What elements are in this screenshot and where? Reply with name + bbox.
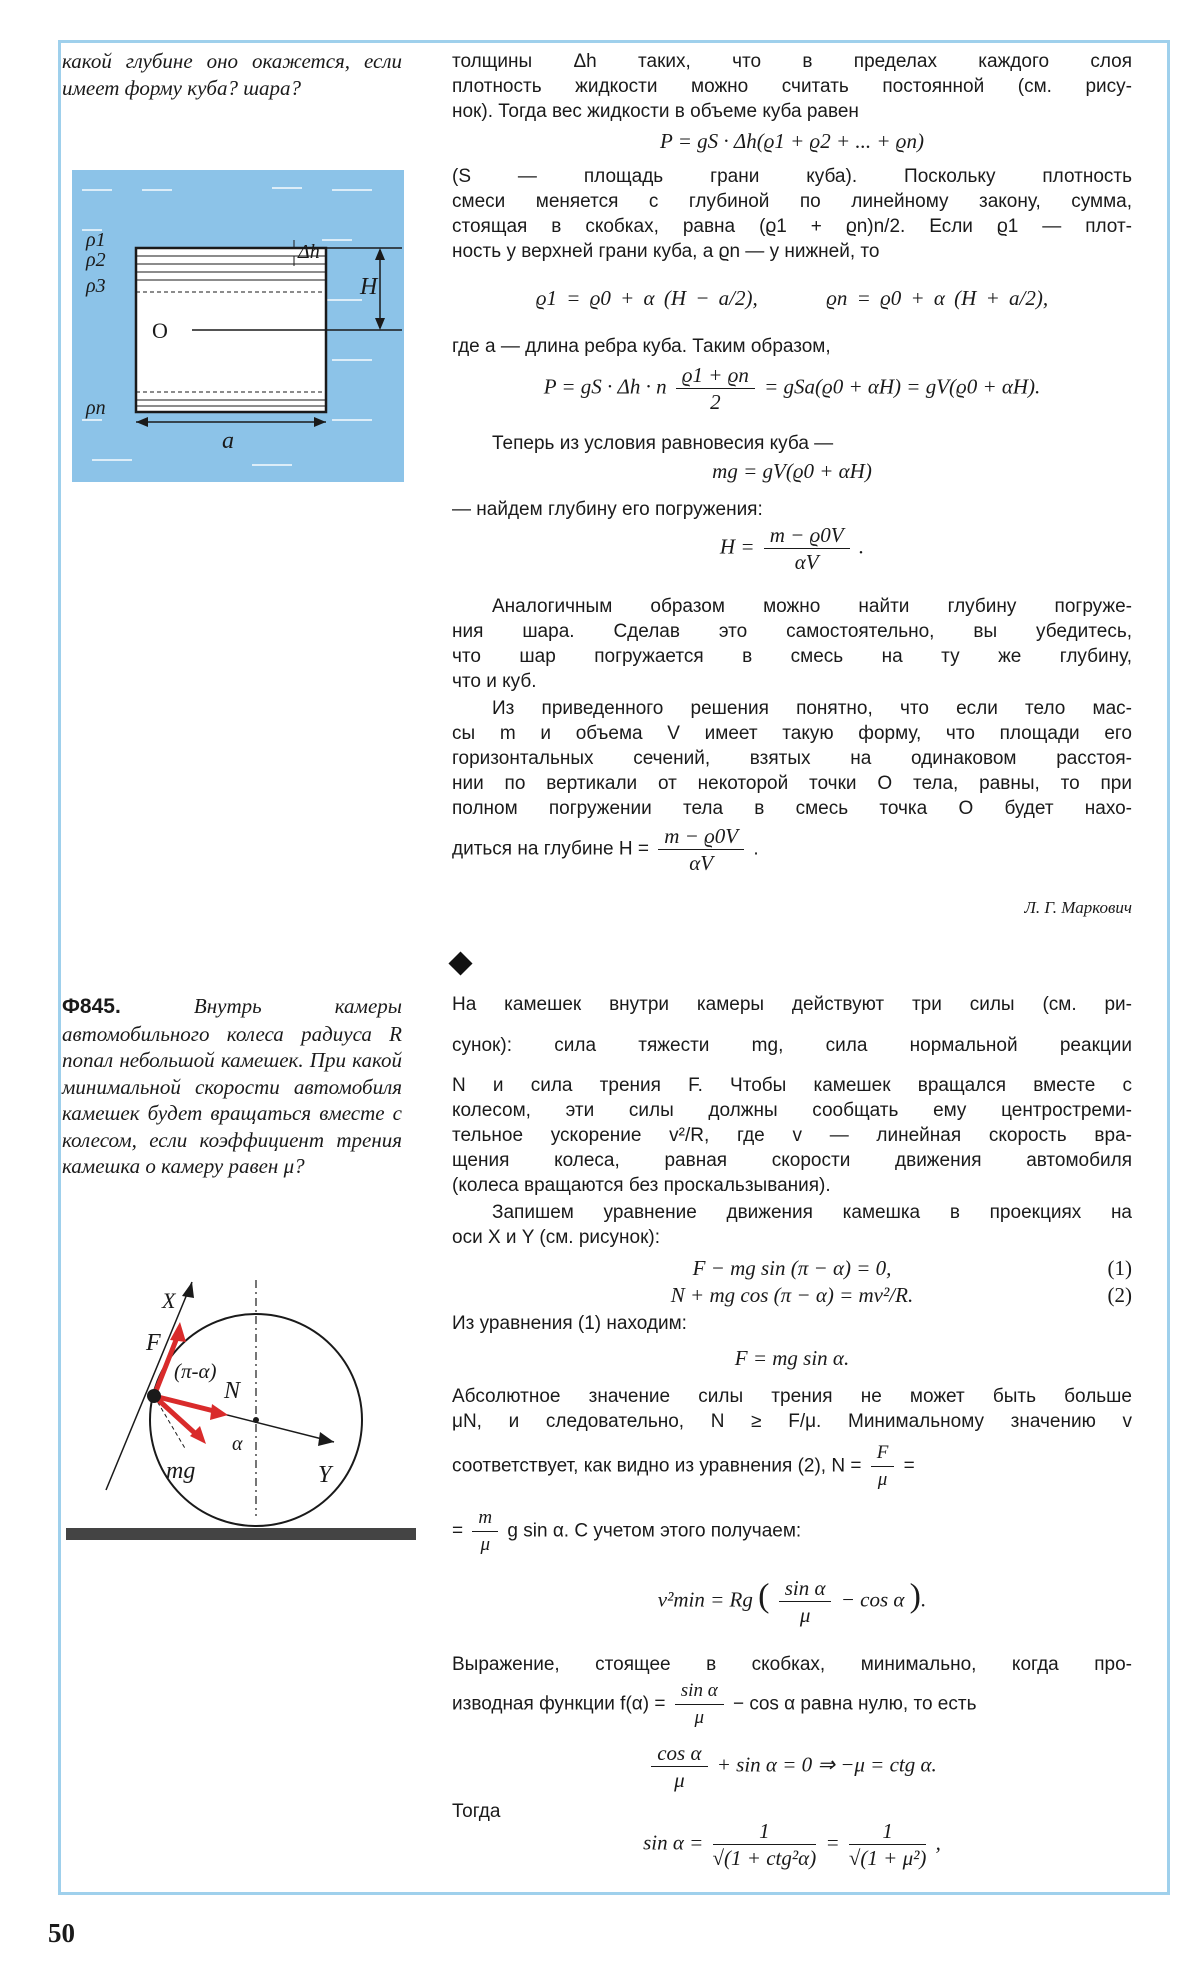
text-line-with-fraction: диться на глубине H = $\frac{m - ϱ0V}{\alpha V}$ . [452, 824, 759, 875]
previous-question-tail: какой глубине оно окажется, если имеет форму куба? шара? [62, 49, 402, 100]
equation-densities [452, 285, 1132, 311]
eq-rho1: ϱ1 = ϱ0 + α (H − a/2), [535, 286, 758, 310]
equation-weight: P = gS · Δh(ϱ1 + ϱ2 + ... + ϱn) [660, 129, 924, 153]
question-text: Внутрь камеры автомобильного колеса радиуса R попал небольшой камешек. При какой минимальной скорости автомобиля камешек будет вращаться вместе с колесом, если коэффициент трения камешка о камеру равен μ? [62, 994, 402, 1178]
eq-part: + sin α = 0 ⇒ −μ = ctg α. [716, 1752, 937, 1777]
eq-part: N + mg cos (π − α) = mv²/R. [670, 1283, 914, 1307]
frac-num: m [472, 1505, 498, 1532]
axis-Y: Y [318, 1462, 332, 1488]
force-F: F [146, 1330, 161, 1356]
text-line-with-fraction [452, 1678, 1132, 1731]
cube-figure [72, 170, 404, 482]
frac-num: ϱ1 + ϱn [676, 362, 755, 389]
eq-part: H = [719, 534, 755, 559]
frac-num: m − ϱ0V [764, 522, 850, 549]
axis-X: X [162, 1288, 176, 1313]
frac-num: 1 [713, 1818, 817, 1845]
text-line: щения колеса, равная скорости движения автомобиля [452, 1150, 1132, 1171]
text-line: ния шара. Сделав это самостоятельно, вы убедитесь, [452, 621, 1132, 642]
text-line: оси X и Y (см. рисунок): [452, 1227, 661, 1248]
frac-den: μ [799, 1603, 811, 1627]
equation-H: H = $\frac{m - ϱ0V}{\alpha V}$ . [719, 523, 865, 574]
text-line: толщины Δh таких, что в пределах каждого слоя [452, 51, 1132, 72]
text-line: Аналогичным образом можно найти глубину погруже- [492, 596, 1132, 617]
text-line: стоящая в скобках, равна (ϱ1 + ϱn)n/2. Если ϱ1 — плот- [452, 216, 1132, 237]
text-line: Выражение, стоящее в скобках, минимально, когда про- [452, 1654, 1132, 1675]
text-line: нок). Тогда вес жидкости в объеме куба равен [452, 101, 859, 122]
text-line: μN, и следовательно, N ≥ F/μ. Минимальному значению v [452, 1411, 1132, 1432]
frac-den: μ [480, 1534, 491, 1555]
text-line: колесом, эти силы должны сообщать ему центростреми- [452, 1100, 1132, 1121]
equation-derivative [452, 1740, 1132, 1793]
label-a: a [222, 428, 234, 454]
eq-part: соответствует, как видно из уравнения (2), N = [452, 1455, 862, 1477]
text-line: плотность жидкости можно считать постоянной (см. рису- [452, 76, 1132, 97]
text-line: сунок): сила тяжести mg, сила нормальной реакции [452, 1035, 1132, 1056]
force-N: N [224, 1378, 241, 1404]
eq-part: sin α = [643, 1830, 704, 1855]
page-number: 50 [48, 1918, 75, 1948]
text-line: полном погружении тела в смесь точка O будет нахо- [452, 798, 1132, 819]
frac-num: sin α [675, 1678, 724, 1705]
text-line: тельное ускорение v²/R, где v — линейная скорость вра- [452, 1125, 1132, 1146]
equation-2 [452, 1282, 1132, 1308]
frac-den: μ [694, 1707, 704, 1728]
eq-part: F − mg sin (π − α) = 0, [692, 1256, 892, 1280]
text-line: что и куб. [452, 671, 537, 692]
author-signature: Л. Г. Маркович [1024, 898, 1132, 917]
text-line: что шар погружается в смесь на ту же глубину, [452, 646, 1132, 667]
label-H: H [360, 274, 378, 300]
eq-part: = gSa(ϱ0 + αH) = gV(ϱ0 + αH). [764, 374, 1041, 399]
text-line: сы m и объема V имеет такую форму, что площади его [452, 723, 1132, 744]
frac-den: αV [794, 550, 819, 574]
text-line: Теперь из условия равновесия куба — [492, 433, 834, 454]
frac-den: √(1 + ctg²α) [712, 1846, 817, 1870]
equation-vmin: v²min = Rg ( $\frac{\text{sin α}}{\mu}$ − cos α ). [657, 1576, 927, 1627]
label-dh: Δh [298, 241, 320, 263]
text-line: Запишем уравнение движения камешка в проекциях на [492, 1202, 1132, 1223]
text-line: где a — длина ребра куба. Таким образом, [452, 336, 831, 357]
text-line-with-fraction: соответствует, как видно из уравнения (2), N = $\frac{F}{\mu}$ = [452, 1440, 1132, 1493]
eq-part: g sin α. С учетом этого получаем: [507, 1520, 802, 1542]
text-line: На камешек внутри камеры действуют три силы (см. ри- [452, 994, 1132, 1015]
frac-num: cos α [651, 1740, 707, 1767]
text-line-with-fraction: = $\frac{m}{\mu}$ g sin α. С учетом этого получаем: [452, 1505, 1132, 1558]
ground [66, 1528, 416, 1540]
text-line: нии по вертикали от некоторой точки O тела, равны, то при [452, 773, 1132, 794]
text-line: (S — площадь грани куба). Поскольку плотность [452, 166, 1132, 187]
frac-num: 1 [849, 1818, 927, 1845]
frac-num: m − ϱ0V [658, 823, 744, 850]
label-rhon: ρn [86, 397, 106, 419]
frac-den: 2 [710, 390, 721, 414]
frac-den: μ [877, 1469, 888, 1490]
equation-P [452, 362, 1132, 415]
eq-part: диться на глубине H = [452, 838, 649, 860]
frac-num: F [871, 1440, 895, 1467]
text-line: Тогда [452, 1801, 501, 1822]
text-line: Из уравнения (1) находим: [452, 1313, 687, 1334]
text-line: смеси меняется с глубиной по линейному закону, сумма, [452, 191, 1132, 212]
frac-den: μ [674, 1768, 685, 1792]
equation-number: (2) [1107, 1283, 1132, 1307]
text-line: Из приведенного решения понятно, что если тело мас- [492, 698, 1132, 719]
equation-number: (1) [1107, 1256, 1132, 1280]
eq-part: P = gS · Δh · n [543, 374, 667, 399]
equation-1 [452, 1255, 1132, 1281]
text-line: (колеса вращаются без проскальзывания). [452, 1175, 831, 1196]
text-line: — найдем глубину его погружения: [452, 499, 763, 520]
text-line: горизонтальных сечений, взятых на одинаковом расстоя- [452, 748, 1132, 769]
text-line: ность у верхней грани куба, а ϱn — у нижней, то [452, 241, 880, 262]
eq-rhon: ϱn = ϱ0 + α (H + a/2), [826, 286, 1049, 310]
label-O: O [152, 318, 168, 343]
frac-den: √(1 + μ²) [848, 1846, 927, 1870]
question-845 [62, 993, 402, 1180]
angle-alpha: α [232, 1433, 243, 1455]
eq-part: − cos α [840, 1587, 905, 1612]
equation-equilibrium: mg = gV(ϱ0 + αH) [712, 459, 872, 483]
label-rho3: ρ3 [86, 275, 106, 297]
eq-part: v²min = Rg [657, 1587, 753, 1612]
label-rho1: ρ1 [86, 229, 106, 251]
angle-pi-alpha: (π-α) [174, 1359, 217, 1383]
wheel-figure [66, 1260, 426, 1560]
force-mg: mg [166, 1458, 196, 1484]
question-label: Ф845. [62, 995, 121, 1018]
frac-den: αV [689, 851, 714, 875]
pebble [147, 1389, 161, 1403]
eq-part: изводная функции f(α) = [452, 1693, 666, 1715]
text-line: N и сила трения F. Чтобы камешек вращался вместе с [452, 1075, 1132, 1096]
frac-num: sin α [779, 1575, 832, 1602]
eq-part: − cos α равна нулю, то есть [732, 1693, 977, 1715]
text-line: Абсолютное значение силы трения не может быть больше [452, 1386, 1132, 1407]
label-rho2: ρ2 [86, 249, 106, 271]
equation-friction: F = mg sin α. [734, 1346, 850, 1370]
equation-sin-alpha: sin α = $\frac{1}{\text{√(1 + ctg²α)}}$ = $\frac{1}{\text{√(1 + μ²)}}$ , [643, 1819, 941, 1870]
